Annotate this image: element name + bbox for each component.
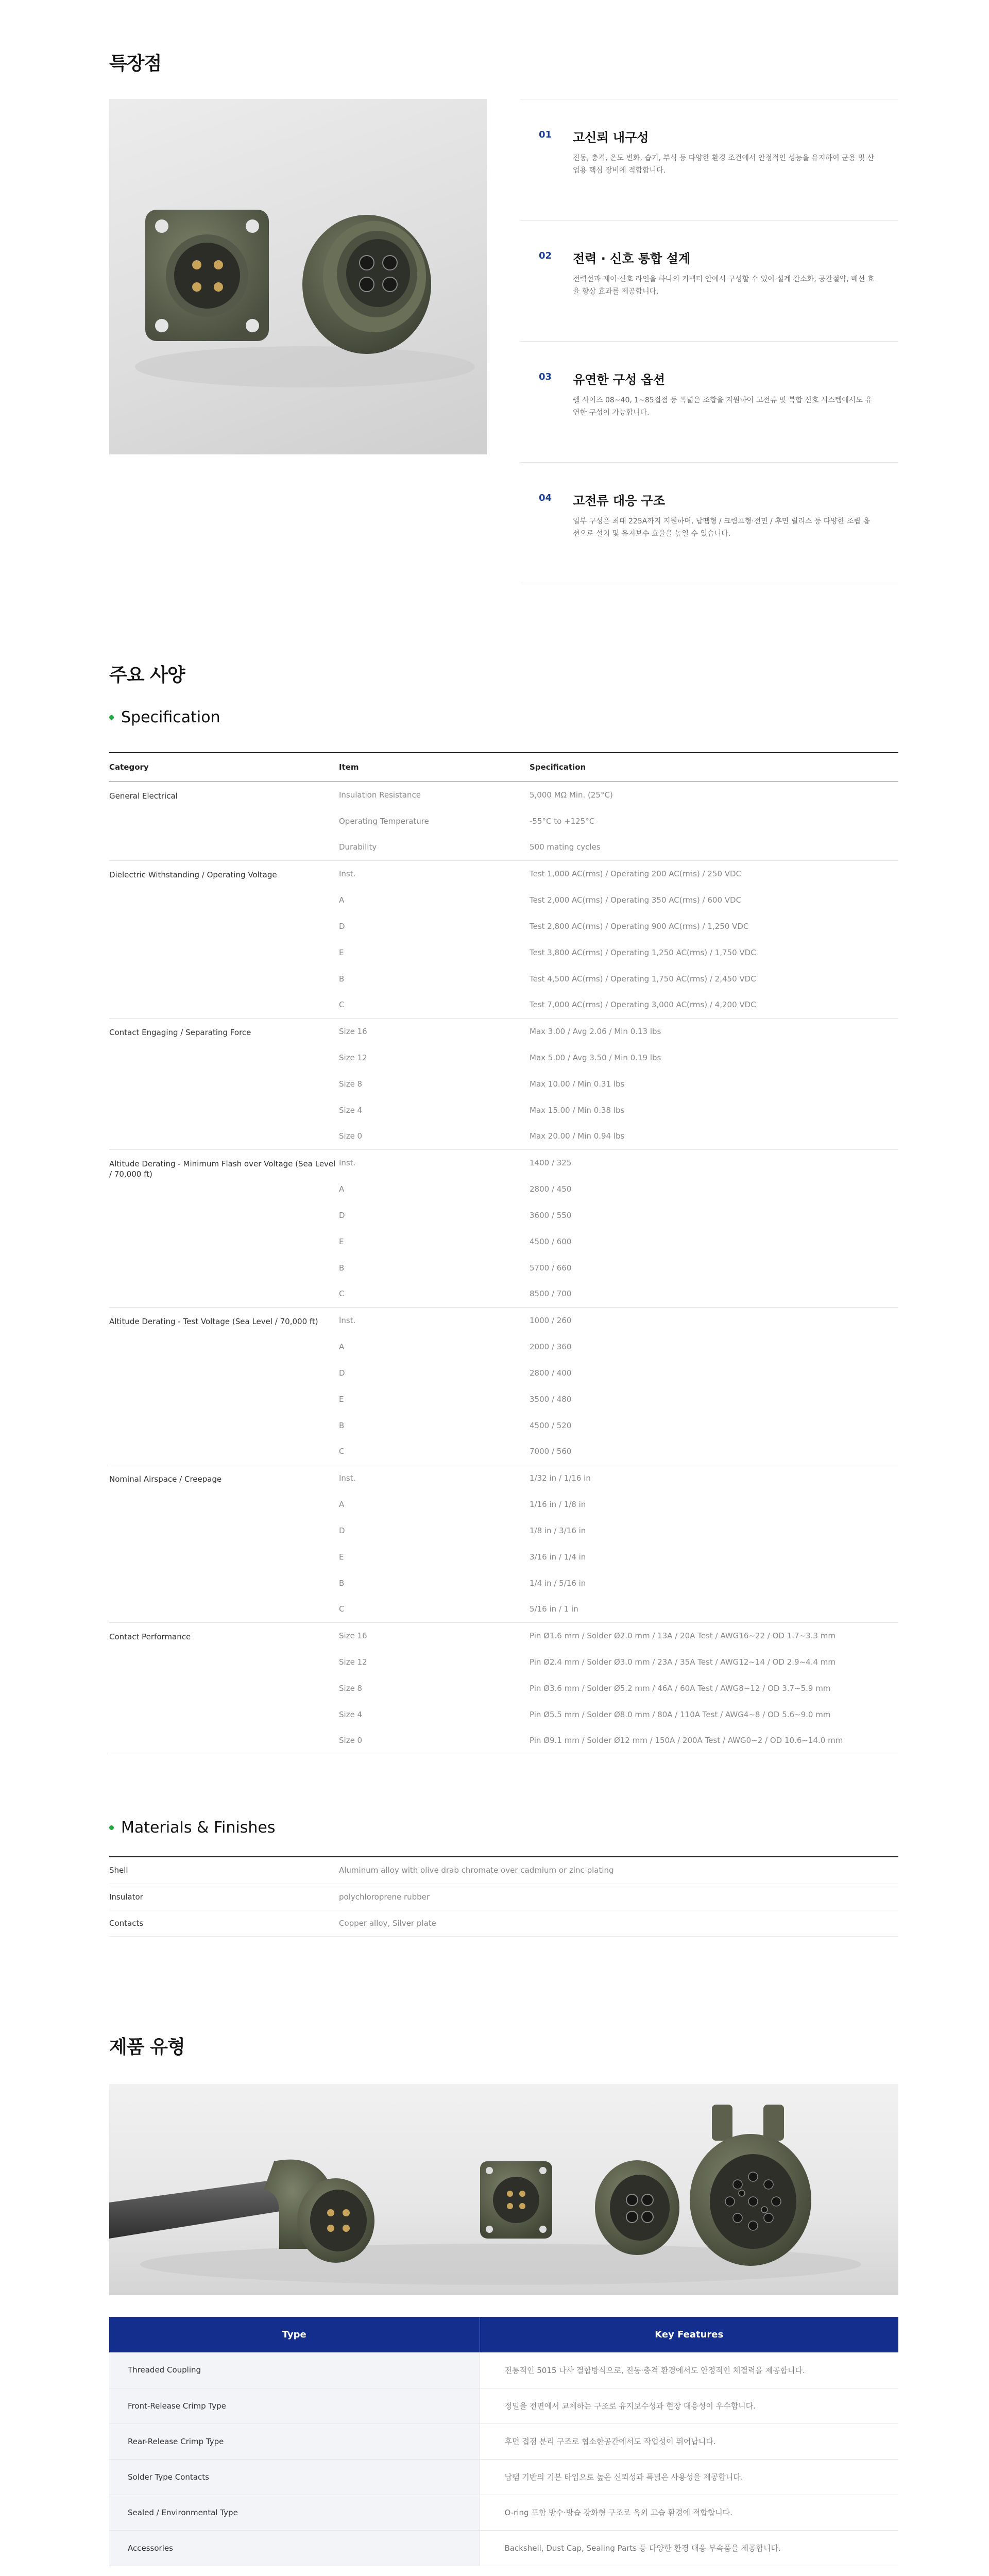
spec-header-item: Item bbox=[339, 753, 530, 782]
spec-value: 1/32 in / 1/16 in bbox=[530, 1465, 898, 1491]
table-row bbox=[109, 2424, 898, 2459]
bullet-dot bbox=[109, 1825, 114, 1830]
feature-item bbox=[520, 341, 898, 462]
features-list bbox=[520, 99, 898, 583]
feature-title: 유연한 구성 옵션 bbox=[573, 372, 665, 387]
spec-subtitle-text: Specification bbox=[121, 708, 220, 726]
spec-value: Max 3.00 / Avg 2.06 / Min 0.13 lbs bbox=[530, 1018, 898, 1044]
spec-item: Inst. bbox=[339, 860, 530, 887]
table-row bbox=[109, 1465, 898, 1491]
spec-item: C bbox=[339, 1447, 345, 1456]
type-feature: 납땜 기반의 기본 타입으로 높은 신뢰성과 폭넓은 사용성을 제공합니다. bbox=[480, 2459, 898, 2495]
table-row bbox=[109, 2459, 898, 2495]
spec-value: Max 20.00 / Min 0.94 lbs bbox=[530, 1131, 625, 1141]
spec-value: Test 4,500 AC(rms) / Operating 1,750 AC(rms) / 2,450 VDC bbox=[530, 974, 756, 984]
spec-item: Size 0 bbox=[339, 1727, 530, 1754]
spec-item: A bbox=[339, 1342, 345, 1351]
spec-value: Pin Ø5.5 mm / Solder Ø8.0 mm / 80A / 110A Test / AWG4~8 / OD 5.6~9.0 mm bbox=[530, 1709, 831, 1719]
spec-item: E bbox=[339, 947, 344, 957]
feature-description: 일부 구성은 최대 225A까지 지원하며, 납땜형 / 크림프형·전면 / 후면 릴리스 등 다양한 조립 옵션으로 설치 및 유지보수 효율을 높일 수 있습니다. bbox=[573, 517, 870, 538]
spec-header-category: Category bbox=[109, 753, 339, 782]
spec-value: Max 10.00 / Min 0.31 lbs bbox=[530, 1079, 625, 1089]
feature-number: 04 bbox=[539, 493, 552, 503]
table-row bbox=[109, 1910, 898, 1936]
type-feature: 전통적인 5015 나사 결합방식으로, 진동·충격 환경에서도 안정적인 체결력을 제공합니다. bbox=[480, 2352, 898, 2388]
spec-item: Inst. bbox=[339, 1465, 530, 1491]
materials-subtitle-text: Materials & Finishes bbox=[121, 1819, 276, 1837]
spec-item: D bbox=[339, 921, 345, 931]
table-row bbox=[109, 1884, 898, 1910]
spec-category: Altitude Derating - Test Voltage (Sea Level / 70,000 ft) bbox=[109, 1307, 339, 1465]
spec-item: Operating Temperature bbox=[339, 816, 429, 826]
spec-value: Test 7,000 AC(rms) / Operating 3,000 AC(rms) / 4,200 VDC bbox=[530, 1000, 756, 1010]
table-row bbox=[109, 1307, 898, 1333]
type-feature: 후면 접점 분리 구조로 협소한공간에서도 작업성이 뛰어납니다. bbox=[480, 2424, 898, 2459]
spec-subtitle bbox=[109, 708, 220, 726]
material-key: Insulator bbox=[109, 1884, 339, 1910]
spec-value: 1000 / 260 bbox=[530, 1307, 898, 1333]
feature-description: 전력선과 제어·신호 라인을 하나의 커넥터 안에서 구성할 수 있어 설계 간소화, 공간절약, 배선 효율 향상 효과를 제공합니다. bbox=[573, 275, 875, 296]
spec-value: 1/16 in / 1/8 in bbox=[530, 1499, 586, 1509]
spec-title: 주요 사양 bbox=[109, 665, 185, 686]
spec-item: C bbox=[339, 1289, 345, 1299]
spec-item: B bbox=[339, 974, 345, 984]
spec-item: B bbox=[339, 1420, 345, 1430]
spec-item: Size 16 bbox=[339, 1622, 530, 1649]
spec-item: E bbox=[339, 1394, 344, 1404]
table-row bbox=[109, 782, 898, 808]
spec-header-specification: Specification bbox=[530, 753, 898, 782]
spec-item: B bbox=[339, 1578, 345, 1588]
table-row bbox=[109, 2530, 898, 2566]
type-name: Accessories bbox=[109, 2530, 480, 2566]
table-row bbox=[109, 1622, 898, 1649]
type-feature: O-ring 포함 방수·방습 강화형 구조로 옥외 고습 환경에 적합합니다. bbox=[480, 2495, 898, 2530]
spec-item: Size 12 bbox=[339, 1657, 367, 1667]
spec-item: A bbox=[339, 1499, 345, 1509]
spec-item: D bbox=[339, 1526, 345, 1535]
spec-value: 3500 / 480 bbox=[530, 1394, 572, 1404]
spec-value: 5700 / 660 bbox=[530, 1263, 572, 1273]
spec-value: 1/8 in / 3/16 in bbox=[530, 1526, 586, 1535]
table-row bbox=[109, 2388, 898, 2424]
spec-value: 3/16 in / 1/4 in bbox=[530, 1552, 586, 1562]
spec-item: Inst. bbox=[339, 1149, 530, 1176]
spec-value: 4500 / 600 bbox=[530, 1236, 572, 1246]
type-name: Threaded Coupling bbox=[109, 2352, 480, 2388]
spec-table bbox=[109, 752, 898, 1754]
spec-value: 1/4 in / 5/16 in bbox=[530, 1578, 586, 1588]
spec-item: D bbox=[339, 1368, 345, 1378]
spec-item: A bbox=[339, 1184, 345, 1194]
spec-category: Nominal Airspace / Creepage bbox=[109, 1465, 339, 1622]
spec-value: 5,000 MΩ Min. (25°C) bbox=[530, 782, 898, 808]
spec-value: Max 5.00 / Avg 3.50 / Min 0.19 lbs bbox=[530, 1053, 661, 1062]
feature-number: 03 bbox=[539, 371, 552, 382]
spec-value: 2800 / 450 bbox=[530, 1184, 572, 1194]
spec-item: Size 4 bbox=[339, 1709, 363, 1719]
spec-value: Test 1,000 AC(rms) / Operating 200 AC(rms) / 250 VDC bbox=[530, 860, 898, 887]
material-value: Copper alloy, Silver plate bbox=[339, 1910, 898, 1936]
spec-value: Max 15.00 / Min 0.38 lbs bbox=[530, 1105, 625, 1115]
spec-item: Insulation Resistance bbox=[339, 782, 530, 808]
spec-category: Contact Performance bbox=[109, 1622, 339, 1754]
feature-description: 쉘 사이즈 08~40, 1~85접점 등 폭넓은 조합을 지원하여 고전류 및 복합 신호 시스템에서도 유연한 구성이 가능합니다. bbox=[573, 396, 872, 417]
feature-item bbox=[520, 220, 898, 341]
spec-value: 5/16 in / 1 in bbox=[530, 1604, 578, 1614]
spec-item: Size 12 bbox=[339, 1053, 367, 1062]
spec-category: Contact Engaging / Separating Force bbox=[109, 1018, 339, 1149]
table-row bbox=[109, 860, 898, 887]
types-header-type: Type bbox=[109, 2317, 480, 2352]
spec-item: C bbox=[339, 1604, 345, 1614]
spec-value: Pin Ø3.6 mm / Solder Ø5.2 mm / 46A / 60A Test / AWG8~12 / OD 3.7~5.9 mm bbox=[530, 1683, 831, 1693]
spec-item: Inst. bbox=[339, 1307, 530, 1333]
spec-item: Size 4 bbox=[339, 1105, 363, 1115]
spec-category: Dielectric Withstanding / Operating Voltage bbox=[109, 860, 339, 1018]
spec-item: B bbox=[339, 1263, 345, 1273]
spec-category: General Electrical bbox=[109, 782, 339, 860]
type-name: Solder Type Contacts bbox=[109, 2459, 480, 2495]
features-product-image bbox=[109, 99, 487, 454]
spec-value: 1400 / 325 bbox=[530, 1149, 898, 1176]
feature-description: 진동, 충격, 온도 변화, 습기, 부식 등 다양한 환경 조건에서 안정적인 성능을 유지하여 군용 및 산업용 핵심 장비에 적합합니다. bbox=[573, 154, 874, 175]
material-value: Aluminum alloy with olive drab chromate over cadmium or zinc plating bbox=[339, 1857, 898, 1884]
feature-title: 전력 · 신호 통합 설계 bbox=[573, 251, 691, 266]
spec-value: Pin Ø2.4 mm / Solder Ø3.0 mm / 23A / 35A Test / AWG12~14 / OD 2.9~4.4 mm bbox=[530, 1657, 836, 1667]
materials-table bbox=[109, 1857, 898, 1937]
feature-item bbox=[520, 99, 898, 220]
spec-value: -55°C to +125°C bbox=[530, 816, 595, 826]
feature-number: 01 bbox=[539, 129, 552, 140]
spec-value: 2800 / 400 bbox=[530, 1368, 572, 1378]
table-row bbox=[109, 2352, 898, 2388]
bullet-dot bbox=[109, 715, 114, 720]
spec-item: Durability bbox=[339, 842, 377, 852]
feature-number: 02 bbox=[539, 250, 552, 261]
material-key: Contacts bbox=[109, 1910, 339, 1936]
spec-item: Size 0 bbox=[339, 1131, 363, 1141]
spec-value: Test 3,800 AC(rms) / Operating 1,250 AC(rms) / 1,750 VDC bbox=[530, 947, 756, 957]
material-value: polychloroprene rubber bbox=[339, 1884, 898, 1910]
spec-item: Size 8 bbox=[339, 1683, 363, 1693]
spec-value: Test 2,800 AC(rms) / Operating 900 AC(rms) / 1,250 VDC bbox=[530, 921, 749, 931]
types-title: 제품 유형 bbox=[109, 2037, 185, 2058]
spec-item: Size 8 bbox=[339, 1079, 363, 1089]
feature-item bbox=[520, 462, 898, 583]
material-key: Shell bbox=[109, 1857, 339, 1884]
features-title: 특장점 bbox=[109, 53, 162, 74]
spec-value: 4500 / 520 bbox=[530, 1420, 572, 1430]
product-types-table bbox=[109, 2317, 898, 2566]
spec-item: Size 16 bbox=[339, 1018, 530, 1044]
table-row bbox=[109, 1857, 898, 1884]
type-feature: 정밀을 전면에서 교체하는 구조로 유지보수성과 현장 대응성이 우수합니다. bbox=[480, 2388, 898, 2424]
feature-title: 고전류 대응 구조 bbox=[573, 494, 665, 508]
type-name: Sealed / Environmental Type bbox=[109, 2495, 480, 2530]
spec-item: D bbox=[339, 1210, 345, 1220]
table-row bbox=[109, 1018, 898, 1044]
type-feature: Backshell, Dust Cap, Sealing Parts 등 다양한 환경 대응 부속품을 제공합니다. bbox=[480, 2530, 898, 2566]
spec-table-body bbox=[109, 782, 898, 1754]
spec-item: E bbox=[339, 1552, 344, 1562]
spec-value: 7000 / 560 bbox=[530, 1447, 572, 1456]
spec-value: 2000 / 360 bbox=[530, 1342, 572, 1351]
table-row bbox=[109, 1149, 898, 1176]
spec-value: Pin Ø1.6 mm / Solder Ø2.0 mm / 13A / 20A Test / AWG16~22 / OD 1.7~3.3 mm bbox=[530, 1622, 898, 1649]
type-name: Front-Release Crimp Type bbox=[109, 2388, 480, 2424]
spec-item: C bbox=[339, 1000, 345, 1010]
spec-item: E bbox=[339, 1236, 344, 1246]
spec-value: Test 2,000 AC(rms) / Operating 350 AC(rms) / 600 VDC bbox=[530, 895, 742, 905]
materials-subtitle bbox=[109, 1819, 275, 1837]
spec-value: 8500 / 700 bbox=[530, 1289, 572, 1299]
spec-item: A bbox=[339, 895, 345, 905]
table-row bbox=[109, 2495, 898, 2530]
product-types-image bbox=[109, 2084, 898, 2295]
spec-value: Pin Ø9.1 mm / Solder Ø12 mm / 150A / 200A Test / AWG0~2 / OD 10.6~14.0 mm bbox=[530, 1727, 898, 1754]
types-header-features: Key Features bbox=[480, 2317, 898, 2352]
spec-value: 3600 / 550 bbox=[530, 1210, 572, 1220]
type-name: Rear-Release Crimp Type bbox=[109, 2424, 480, 2459]
feature-title: 고신뢰 내구성 bbox=[573, 130, 649, 145]
spec-category: Altitude Derating - Minimum Flash over Voltage (Sea Level / 70,000 ft) bbox=[109, 1149, 339, 1307]
spec-value: 500 mating cycles bbox=[530, 842, 601, 852]
